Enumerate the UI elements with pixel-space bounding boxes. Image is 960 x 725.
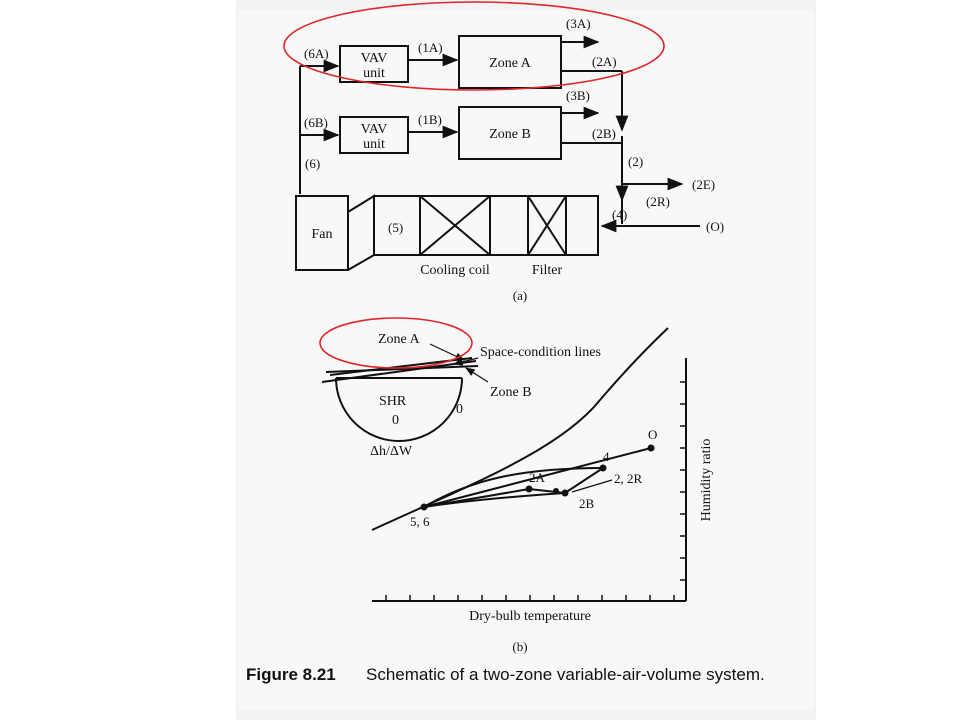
stream-6: (6) xyxy=(305,156,321,171)
stream-6A: (6A) xyxy=(304,46,329,61)
stream-1A: (1A) xyxy=(418,40,443,55)
space-condition-label: Space-condition lines xyxy=(480,345,601,360)
stream-2B: (2B) xyxy=(592,126,616,141)
figure-caption xyxy=(246,665,765,684)
point-2B xyxy=(562,490,569,497)
stream-2: (2) xyxy=(628,154,644,169)
dh-dw-label: Δh/ΔW xyxy=(370,444,413,459)
point-O xyxy=(648,445,655,452)
y-axis-label: Humidity ratio xyxy=(699,438,714,522)
psy-zone-b-label: Zone B xyxy=(490,385,532,400)
vav-a-label-line1: VAV xyxy=(360,51,388,66)
label-2A: 2A xyxy=(529,470,545,485)
shr-zero-edge: 0 xyxy=(456,402,463,417)
fan-label: Fan xyxy=(311,227,333,242)
stream-4: (4) xyxy=(612,207,628,222)
stream-3A: (3A) xyxy=(566,16,591,31)
stream-1B: (1B) xyxy=(418,112,442,127)
label-O: O xyxy=(648,427,658,442)
stream-2R: (2R) xyxy=(646,194,670,209)
caption-prefix: Figure 8.21 xyxy=(246,665,336,684)
label-2B: 2B xyxy=(579,496,595,511)
point-2-2R xyxy=(553,488,559,494)
caption-text: Schematic of a two-zone variable-air-volume system. xyxy=(366,665,765,684)
point-5-6 xyxy=(421,504,428,511)
vav-a-label-line2: unit xyxy=(363,66,385,81)
label-2-2R: 2, 2R xyxy=(614,471,643,486)
point-2A xyxy=(526,486,533,493)
stream-5: (5) xyxy=(388,220,404,235)
stream-3B: (3B) xyxy=(566,88,590,103)
vav-b-label-line1: VAV xyxy=(360,122,388,137)
stream-2E: (2E) xyxy=(692,177,716,192)
stream-2A: (2A) xyxy=(592,54,617,69)
part-b-label: (b) xyxy=(512,639,528,654)
filter-label: Filter xyxy=(531,263,563,278)
label-4: 4 xyxy=(603,449,610,464)
part-a-label: (a) xyxy=(512,288,528,303)
psy-zone-a-label: Zone A xyxy=(378,332,420,347)
point-4 xyxy=(600,465,607,472)
stream-O: (O) xyxy=(706,219,725,234)
shr-zero-center: 0 xyxy=(392,413,399,428)
cooling-coil-label: Cooling coil xyxy=(420,263,490,278)
zone-a-label: Zone A xyxy=(489,56,531,71)
zone-b-label: Zone B xyxy=(489,127,531,142)
label-5-6: 5, 6 xyxy=(410,514,430,529)
stream-6B: (6B) xyxy=(304,115,328,130)
vav-b-label-line2: unit xyxy=(363,137,385,152)
shr-label: SHR xyxy=(379,394,407,409)
x-axis-label: Dry-bulb temperature xyxy=(469,609,591,624)
